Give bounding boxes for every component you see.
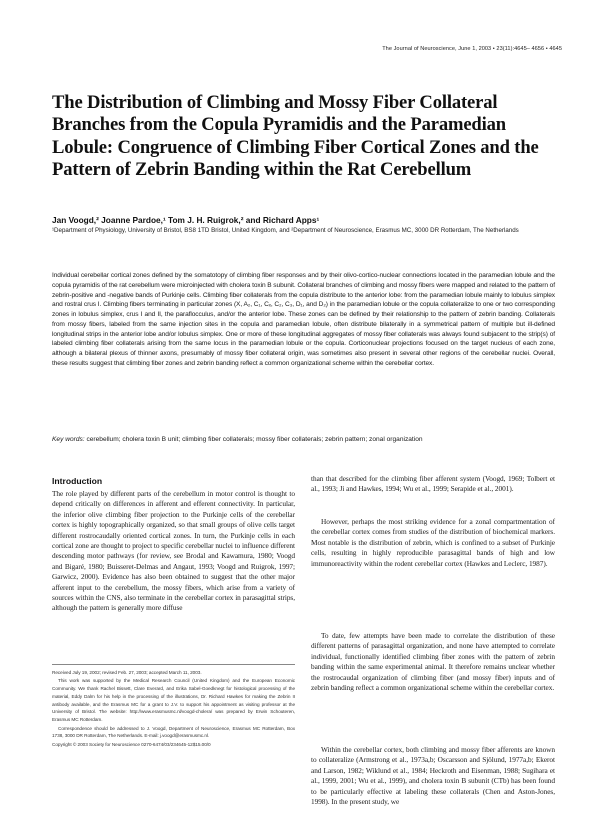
body-paragraph: than that described for the climbing fiber afferent system (Voogd, 1969; Tolbert et al., 1993; Ji and Hawkes, 1994; Wu et al., 1999; Serapide et al., 2001). [311, 474, 555, 494]
body-paragraph: To date, few attempts have been made to correlate the distribution of these different patterns of parasagittal organization, and none have attempted to correlate individual, functionally identified climbing fiber zones with the pattern of zebrin banding within the same experimental animal. It therefore remains unclear whether the rostrocaudal organization of climbing fiber (and mossy fiber) inputs and of zebrin banding reflect a common organizational scheme within the cerebellar cortex. [311, 631, 555, 693]
footnote-correspondence: Correspondence should be addressed to J. Voogd, Department of Neuroscience, Erasmus MC Rotterdam, Box 1738, 3000 DR Rotterdam, The Netherlands. E-mail: j.voogd@erasmusmc.nl. [52, 725, 295, 739]
keywords-list: cerebellum; cholera toxin B unit; climbing fiber collaterals; mossy fiber collaterals; zebrin pattern; zonal organization [86, 436, 423, 443]
left-column [52, 474, 295, 667]
section-heading-introduction: Introduction [52, 476, 103, 486]
footnotes [52, 669, 295, 749]
footnote-copyright: Copyright © 2003 Society for Neuroscience 0270-6474/03/234645-12$15.00/0 [52, 741, 211, 747]
article-title: The Distribution of Climbing and Mossy Fiber Collateral Branches from the Copula Pyramidis and the Paramedian Lobule: Congruence of Climbing Fiber Cortical Zones and the Pattern of Zebrin Banding within the Rat Cerebellum [52, 92, 539, 180]
footnote-received: Received July 19, 2002; revised Feb. 27, 2003; accepted March 11, 2003. [52, 670, 202, 675]
keywords [52, 436, 555, 443]
footnote-funding: This work was supported by the Medical Research Council (United Kingdom) and the European Economic Community. We thank Rachel Bissett, Clare Everard, and Erika Sabel-Goedknegt for histological processing of the material, Eddy Dalm for his help in the processing of the illustrations, Dr. Richard Hawkes for making the Zebrin II antibody available, and the Erasmus MC for a grant to J.V. to support his appointment as visiting professor at the University of Bristol. The website: http://www.erasmusmc.nl/voogd-cholera/ was prepared by Erwin Schouteren, Erasmus MC Rotterdam. [52, 678, 295, 723]
affiliation: ¹Department of Physiology, University of Bristol, BS8 1TD Bristol, United Kingdom, and ²Department of Neuroscience, Erasmus MC, 3000 DR Rotterdam, The Netherlands [52, 227, 519, 234]
body-paragraph: Within the cerebellar cortex, both climbing and mossy fiber afferents are known to collateralize (Armstrong et al., 1973a,b; Oscarsson and Sjölund, 1977a,b; Ekerot and Larson, 1982; Wiklund et al., 1984; Heckroth and Eisenman, 1988; Sugihara et al., 1999, 2001; Wu et al., 1999), and cholera toxin B subunit (CTb) has been found to be particularly effective at labeling these collaterals (Chen and Aston-Jones, 1998). In the present study, we [311, 745, 555, 807]
keywords-label: Key words: [52, 436, 85, 443]
abstract: Individual cerebellar cortical zones defined by the somatotopy of climbing fiber responses and by their olivo-cortico-nuclear connections located in the paramedian lobule and the copula pyramidis of the rat cerebellum were microinjected with cholera toxin B subunit. Collateral branches of climbing and mossy fibers were mapped and related to the pattern of zebrin-positive and -negative bands of Purkinje cells. Climbing fiber collaterals from the copula distribute to the anterior lobe: from the paramedian lobule mainly to lobulus simplex and rostral crus I. Climbing fibers terminating in particular zones (X, A₂, C₁, Cₓ, C₂, C₃, D₁, and D₂) in the paramedian lobule or the copula collateralize to one or two corresponding zones in lobulus simplex, crus I and II, the paraflocculus, and/or the anterior lobe. These zones can be defined by their relationship to the pattern of zebrin banding. Collaterals from mossy fibers, labeled from the same injection sites in the copula and paramedian lobule, often distribute bilaterally in a symmetrical pattern of multiple but ill-defined longitudinal strips in the anterior lobe and/or lobulus simplex. One or more of these longitudinal aggregates of mossy fiber collaterals was always found subjacent to the strip(s) of labeled climbing fiber collaterals arising from the same locus in the paramedian lobule or the copula. Corticonuclear projections focused on the target nucleus of each zone, although a bilateral plexus of thinner axons, presumably of mossy fiber collateral origin, was sometimes also present in several other regions of the cerebellar nuclei. Overall, these results suggest that climbing fiber zones and zebrin banding reflect a common organizational scheme within the cerebellar cortex. [52, 272, 555, 367]
right-column [311, 474, 555, 829]
introduction-paragraph: The role played by different parts of the cerebellum in motor control is thought to depend critically on differences in afferent and efferent connectivity. In particular, the inferior olive climbing fiber projection to the Purkinje cells of the cerebellar cortex is highly topographically organized, so that small groups of olive cells target different rostrocaudally oriented cortical zones. In turn, the Purkinje cells in each cortical zone are thought to project to specific cerebellar nuclei to influence different descending motor pathways (for review, see Brodal and Kawamura, 1980; Voogd and Bigaré, 1980; Buisseret-Delmas and Angaut, 1993; Voogd and Ruigrok, 1997; Garwicz, 2000). Evidence has also been obtained to suggest that the other major afferent input to the cerebellum, the mossy fibers, which arise from a variety of sources within the CNS, also terminate in the cerebellar cortex in parasagittal strips, although the pattern is generally more diffuse [52, 489, 295, 613]
body-paragraph: However, perhaps the most striking evidence for a zonal compartmentation of the cerebellar cortex comes from studies of the distribution of biochemical markers. Most notable is the distribution of zebrin, which is confined to a subset of Purkinje cells, resulting in highly reproducible parasagittal bands of high and low immunoreactivity within the rodent cerebellar cortex (Hawkes and Leclerc, 1987). [311, 517, 555, 568]
running-head: The Journal of Neuroscience, June 1, 2003 • 23(11):4645– 4656 • 4645 [382, 46, 562, 52]
author-list: Jan Voogd,² Joanne Pardoe,¹ Tom J. H. Ruigrok,² and Richard Apps¹ [52, 215, 320, 225]
footnote-divider [52, 664, 295, 665]
